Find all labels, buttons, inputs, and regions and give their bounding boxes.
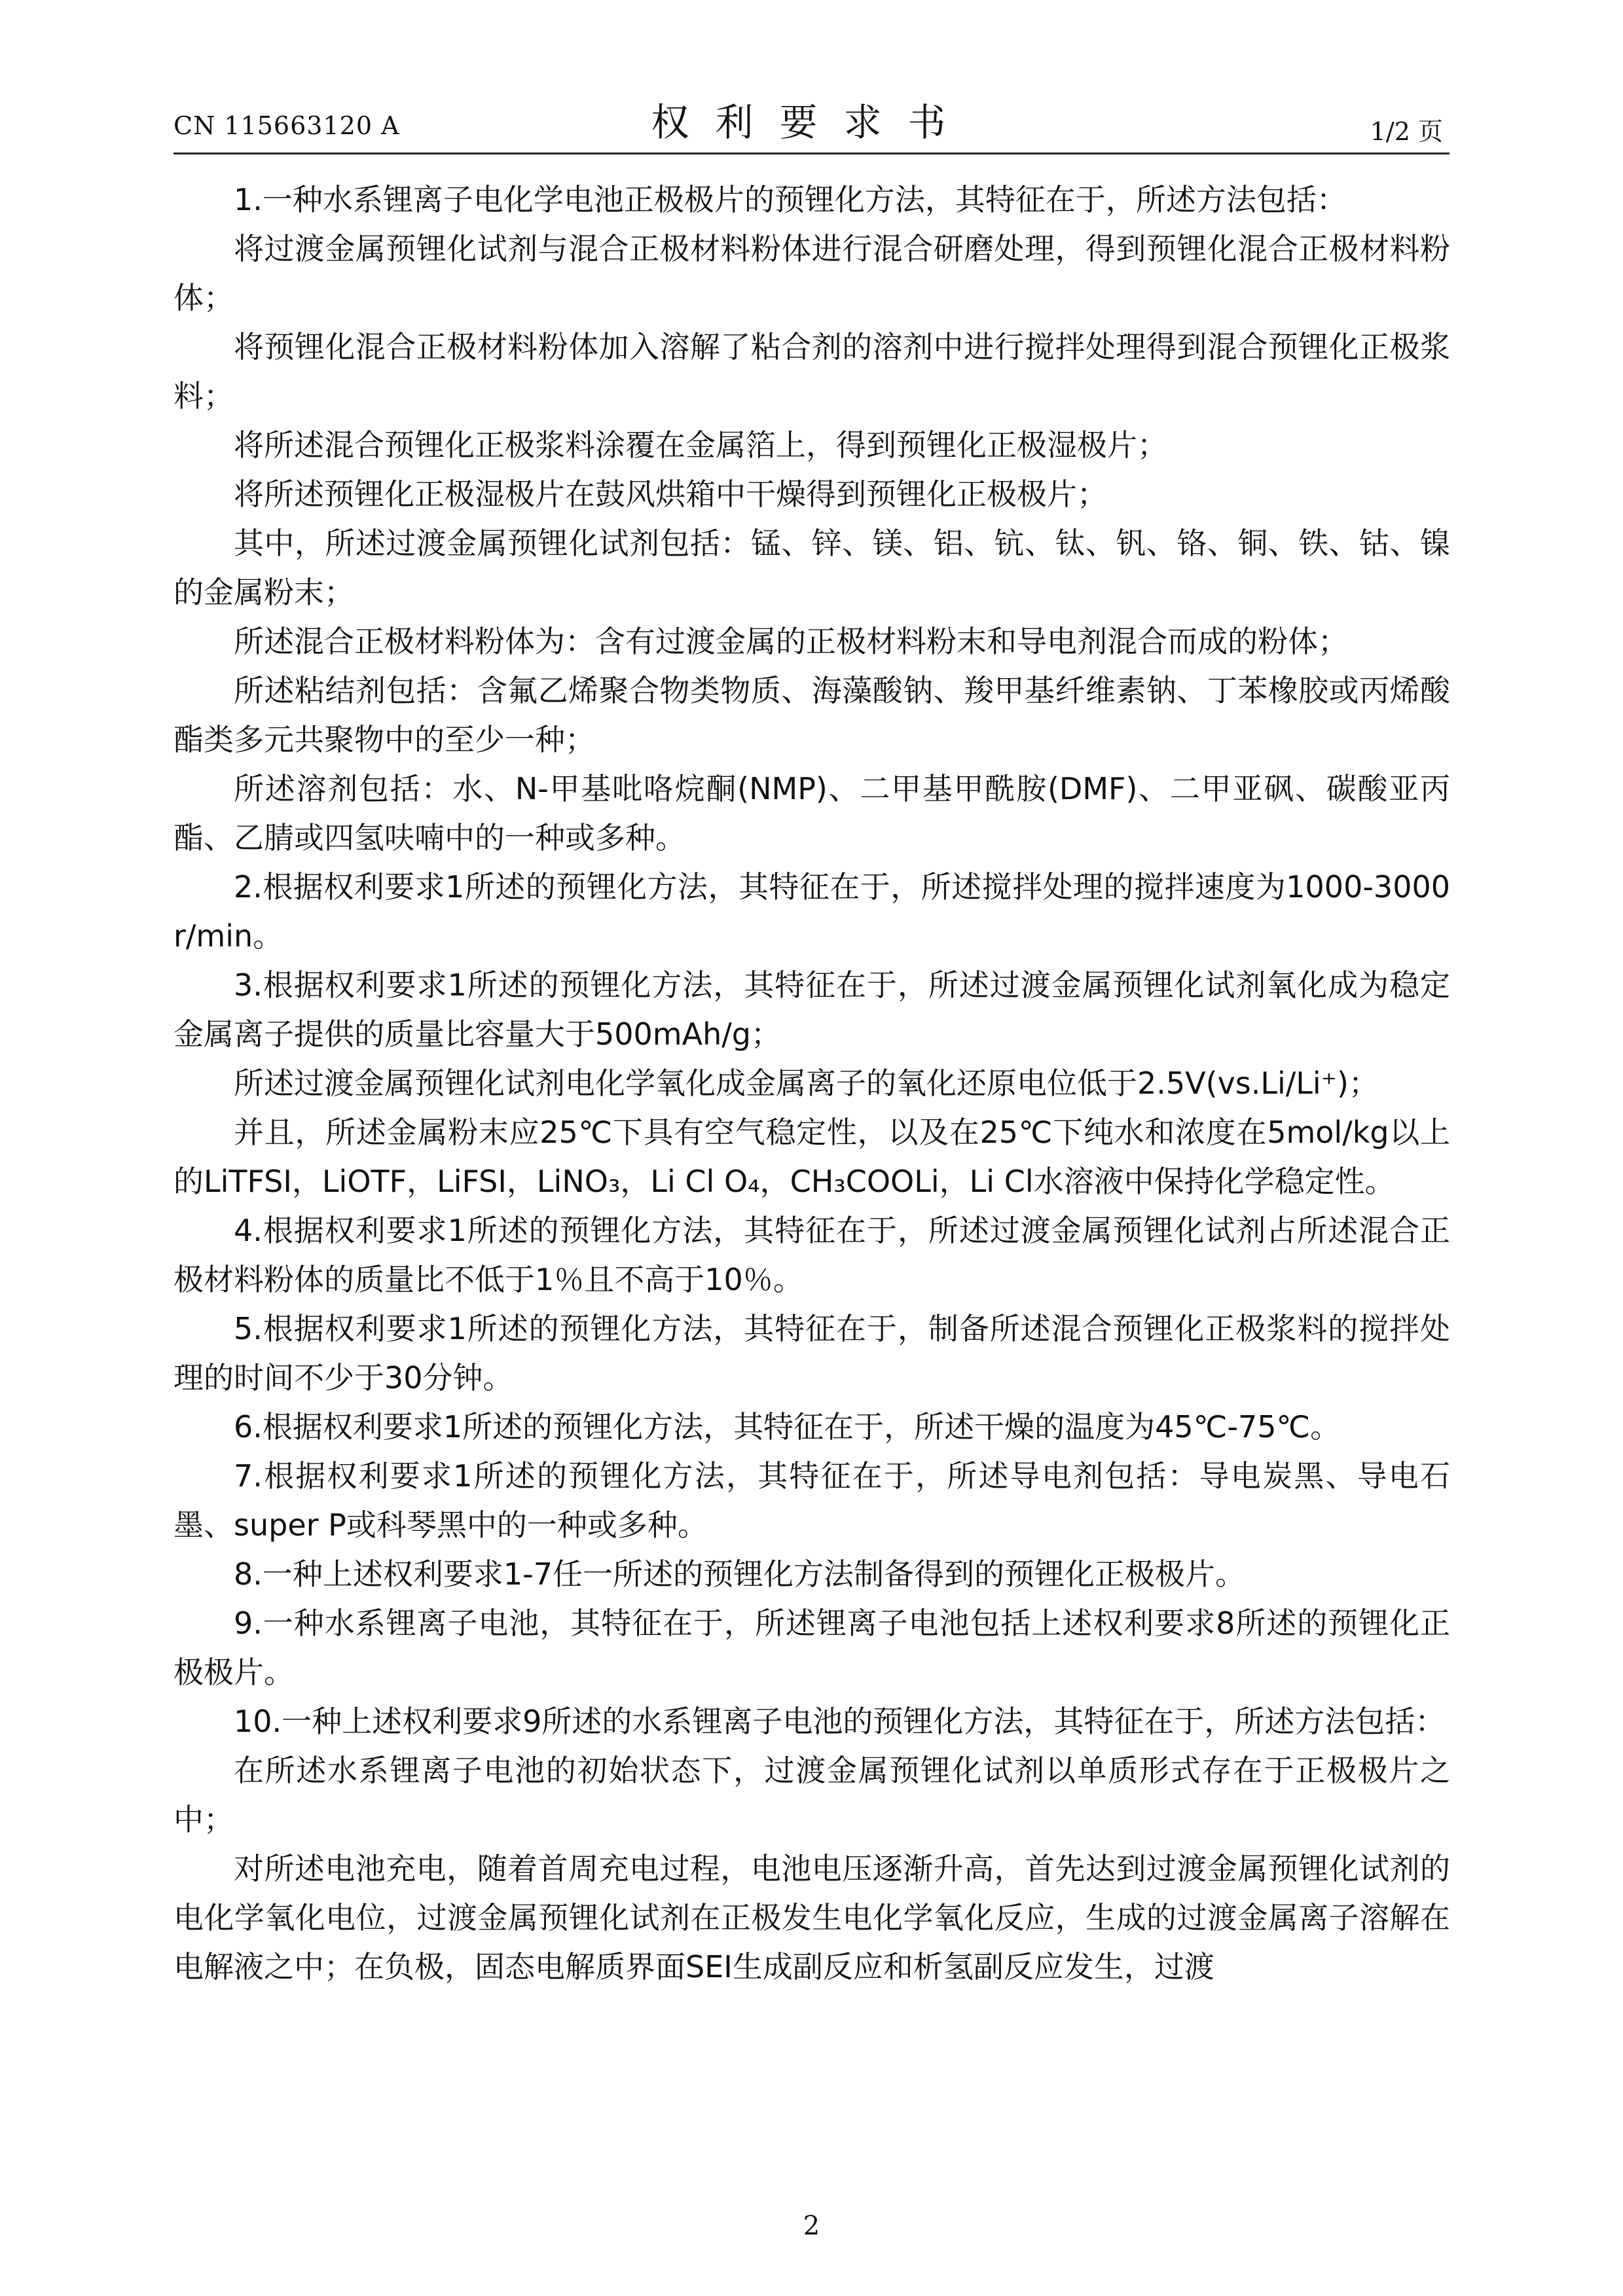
claims-body: [173, 175, 1450, 1992]
claim-paragraph: 9.一种水系锂离子电池，其特征在于，所述锂离子电池包括上述权利要求8所述的预锂化正极极片。: [173, 1605, 1450, 1690]
claim-paragraph: 10.一种上述权利要求9所述的水系锂离子电池的预锂化方法，其特征在于，所述方法包括：: [234, 1704, 1446, 1739]
page-number: 2: [803, 2211, 820, 2241]
page-title: 权利要求书: [651, 100, 972, 145]
claim-paragraph: 将所述混合预锂化正极浆料涂覆在金属箔上，得到预锂化正极湿极片；: [234, 427, 1167, 463]
claim-paragraph: 所述溶剂包括：水、N-甲基吡咯烷酮(NMP)、二甲基甲酰胺(DMF)、二甲亚砜、碳酸亚丙酯、乙腈或四氢呋喃中的一种或多种。: [173, 771, 1450, 855]
claim-paragraph: 3.根据权利要求1所述的预锂化方法，其特征在于，所述过渡金属预锂化试剂氧化成为稳定金属离子提供的质量比容量大于500mAh/g；: [173, 967, 1450, 1052]
claim-paragraph: 2.根据权利要求1所述的预锂化方法，其特征在于，所述搅拌处理的搅拌速度为1000-3000r/min。: [173, 869, 1450, 954]
claim-paragraph: 所述粘结剂包括：含氟乙烯聚合物类物质、海藻酸钠、羧甲基纤维素钠、丁苯橡胶或丙烯酸酯类多元共聚物中的至少一种；: [173, 673, 1450, 757]
claim-paragraph: 所述过渡金属预锂化试剂电化学氧化成金属离子的氧化还原电位低于2.5V(vs.Li/Li⁺)；: [234, 1066, 1379, 1101]
claim-paragraph: 6.根据权利要求1所述的预锂化方法，其特征在于，所述干燥的温度为45℃-75℃。: [234, 1409, 1341, 1444]
claim-paragraph: 4.根据权利要求1所述的预锂化方法，其特征在于，所述过渡金属预锂化试剂占所述混合正极材料粉体的质量比不低于1％且不高于10％。: [173, 1213, 1450, 1297]
claim-paragraph: 所述混合正极材料粉体为：含有过渡金属的正极材料粉末和导电剂混合而成的粉体；: [234, 624, 1348, 659]
claim-paragraph: 5.根据权利要求1所述的预锂化方法，其特征在于，制备所述混合预锂化正极浆料的搅拌处理的时间不少于30分钟。: [173, 1311, 1450, 1395]
publication-number: CN 115663120 A: [173, 111, 400, 140]
claim-paragraph: 8.一种上述权利要求1-7任一所述的预锂化方法制备得到的预锂化正极极片。: [234, 1556, 1246, 1592]
claim-paragraph: 将预锂化混合正极材料粉体加入溶解了粘合剂的溶剂中进行搅拌处理得到混合预锂化正极浆料；: [173, 329, 1450, 414]
claim-paragraph: 对所述电池充电，随着首周充电过程，电池电压逐渐升高，首先达到过渡金属预锂化试剂的电化学氧化电位，过渡金属预锂化试剂在正极发生电化学氧化反应，生成的过渡金属离子溶解在电解液之中；在负极，固态电解质界面SEI生成副反应和析氢副反应发生，过渡: [173, 1851, 1450, 1984]
claim-paragraph: 将过渡金属预锂化试剂与混合正极材料粉体进行混合研磨处理，得到预锂化混合正极材料粉体；: [173, 231, 1450, 315]
claim-paragraph: 7.根据权利要求1所述的预锂化方法，其特征在于，所述导电剂包括：导电炭黑、导电石墨、super P或科琴黑中的一种或多种。: [173, 1458, 1450, 1543]
claim-paragraph: 将所述预锂化正极湿极片在鼓风烘箱中干燥得到预锂化正极极片；: [234, 476, 1107, 512]
claim-paragraph: 1.一种水系锂离子电化学电池正极极片的预锂化方法，其特征在于，所述方法包括：: [234, 182, 1347, 217]
claim-paragraph: 在所述水系锂离子电池的初始状态下，过渡金属预锂化试剂以单质形式存在于正极极片之中；: [173, 1753, 1450, 1837]
claim-paragraph: 并且，所述金属粉末应25℃下具有空气稳定性，以及在25℃下纯水和浓度在5mol/kg以上的LiTFSI，LiOTF，LiFSI，LiNO₃，Li Cl O₄，CH₃COOLi，Li Cl水溶液中保持化学稳定性。: [173, 1115, 1450, 1199]
header-rule: [173, 152, 1450, 154]
claim-paragraph: 其中，所述过渡金属预锂化试剂包括：锰、锌、镁、铝、钪、钛、钒、铬、铜、铁、钴、镍的金属粉末；: [173, 526, 1450, 610]
page-indicator: 1/2 页: [1370, 117, 1443, 146]
